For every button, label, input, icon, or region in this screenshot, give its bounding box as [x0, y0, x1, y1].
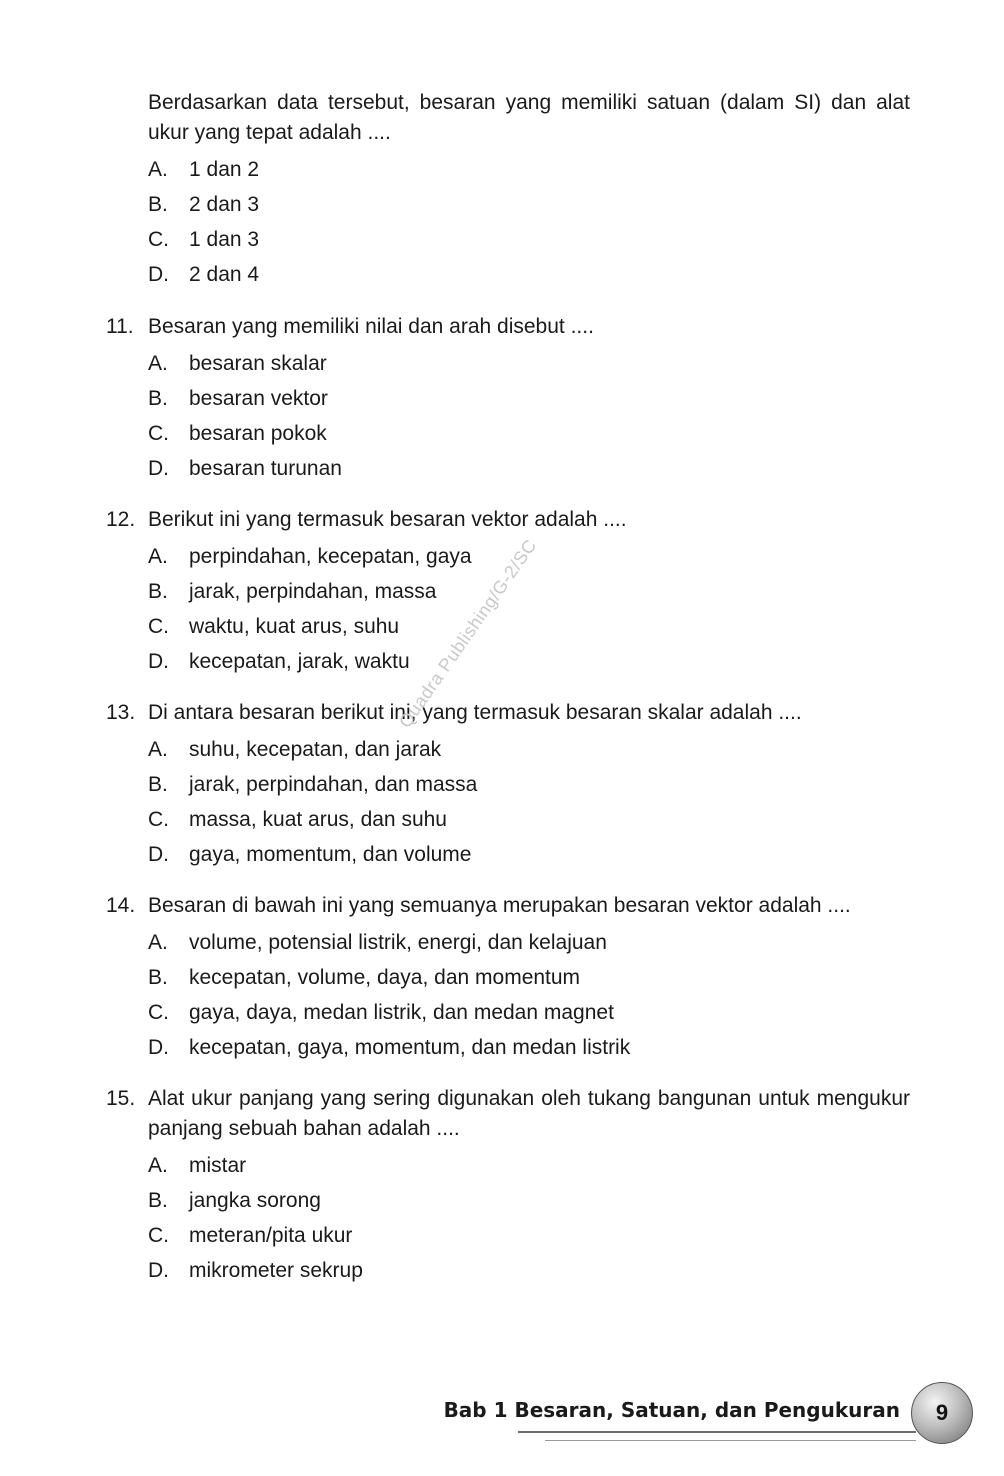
option-a	[148, 1148, 910, 1183]
option-letter: D.	[148, 843, 169, 866]
option-text: besaran vektor	[189, 387, 328, 410]
option-b	[148, 767, 910, 802]
option-letter: B.	[148, 773, 168, 796]
page-number-badge	[911, 1382, 973, 1444]
option-text: 1 dan 3	[189, 228, 260, 251]
question-13	[106, 698, 910, 872]
option-a	[148, 346, 910, 381]
option-c	[148, 995, 910, 1030]
option-text: 2 dan 3	[189, 193, 260, 216]
option-text: 2 dan 4	[189, 263, 260, 286]
question-14	[106, 891, 910, 1065]
option-letter: D.	[148, 1259, 169, 1282]
option-text: jarak, perpindahan, massa	[189, 580, 437, 603]
option-letter: B.	[148, 580, 168, 603]
option-letter: D.	[148, 263, 169, 286]
option-c	[148, 222, 910, 257]
question-number: 11.	[106, 315, 134, 338]
option-c	[148, 609, 910, 644]
option-text: waktu, kuat arus, suhu	[189, 615, 400, 638]
option-letter: A.	[148, 352, 168, 375]
question-stem: Berdasarkan data tersebut, besaran yang memiliki satuan (dalam SI) dan alat ukur yang tepat adalah ....	[148, 91, 910, 144]
option-text: gaya, daya, medan listrik, dan medan magnet	[189, 1001, 614, 1024]
question-11	[106, 312, 910, 486]
option-text: perpindahan, kecepatan, gaya	[189, 545, 472, 568]
chapter-title: Bab 1 Besaran, Satuan, dan Pengukuran	[443, 1398, 900, 1422]
option-letter: D.	[148, 650, 169, 673]
question-stem: Di antara besaran berikut ini, yang termasuk besaran skalar adalah ....	[148, 701, 802, 724]
option-text: jangka sorong	[189, 1189, 321, 1212]
option-letter: B.	[148, 966, 168, 989]
page-number: 9	[935, 1400, 949, 1425]
question-number: 15.	[106, 1087, 136, 1110]
option-b	[148, 1183, 910, 1218]
question-number: 12.	[106, 508, 136, 531]
question-stem: Besaran yang memiliki nilai dan arah disebut ....	[148, 315, 594, 338]
option-b	[148, 574, 910, 609]
option-a	[148, 732, 910, 767]
option-letter: A.	[148, 931, 168, 954]
option-text: jarak, perpindahan, dan massa	[189, 773, 478, 796]
option-c	[148, 416, 910, 451]
option-letter: A.	[148, 1154, 168, 1177]
option-text: besaran skalar	[189, 352, 327, 375]
option-text: mistar	[189, 1154, 247, 1177]
option-letter: C.	[148, 808, 169, 831]
option-letter: D.	[148, 457, 169, 480]
option-text: 1 dan 2	[189, 158, 260, 181]
option-a	[148, 925, 910, 960]
option-letter: C.	[148, 1001, 169, 1024]
option-text: besaran pokok	[189, 422, 327, 445]
option-d	[148, 837, 910, 872]
option-text: besaran turunan	[189, 457, 342, 480]
option-letter: C.	[148, 228, 169, 251]
option-letter: C.	[148, 615, 169, 638]
option-text: kecepatan, volume, daya, dan momentum	[189, 966, 581, 989]
question-10-continuation	[148, 88, 910, 292]
option-d	[148, 257, 910, 292]
watermark: Quadra Publishing/G-2/SC	[395, 535, 541, 732]
footer-rule	[518, 1431, 916, 1433]
question-stem: Besaran di bawah ini yang semuanya merupakan besaran vektor adalah ....	[148, 894, 851, 917]
option-text: kecepatan, jarak, waktu	[189, 650, 410, 673]
question-stem: Alat ukur panjang yang sering digunakan oleh tukang bangunan untuk mengukur panjang sebuah bahan adalah ....	[148, 1087, 910, 1140]
option-list	[148, 732, 910, 872]
option-text: mikrometer sekrup	[189, 1259, 363, 1282]
option-c	[148, 802, 910, 837]
option-d	[148, 644, 910, 679]
option-letter: B.	[148, 387, 168, 410]
option-letter: C.	[148, 1224, 169, 1247]
option-b	[148, 187, 910, 222]
question-number: 13.	[106, 701, 136, 724]
option-letter: D.	[148, 1036, 169, 1059]
question-stem: Berikut ini yang termasuk besaran vektor adalah ....	[148, 508, 627, 531]
question-15	[106, 1084, 910, 1288]
option-list	[148, 346, 910, 486]
option-d	[148, 1030, 910, 1065]
option-letter: A.	[148, 545, 168, 568]
option-letter: B.	[148, 193, 168, 216]
option-letter: A.	[148, 738, 168, 761]
option-d	[148, 451, 910, 486]
option-text: meteran/pita ukur	[189, 1224, 353, 1247]
option-text: massa, kuat arus, dan suhu	[189, 808, 447, 831]
option-text: volume, potensial listrik, energi, dan kelajuan	[189, 931, 607, 954]
option-a	[148, 152, 910, 187]
option-c	[148, 1218, 910, 1253]
option-b	[148, 381, 910, 416]
option-list	[148, 1148, 910, 1288]
option-text: gaya, momentum, dan volume	[189, 843, 472, 866]
option-list	[148, 925, 910, 1065]
option-letter: B.	[148, 1189, 168, 1212]
option-letter: C.	[148, 422, 169, 445]
footer-rule-secondary	[545, 1440, 916, 1441]
option-letter: A.	[148, 158, 168, 181]
question-number: 14.	[106, 894, 136, 917]
option-b	[148, 960, 910, 995]
option-text: kecepatan, gaya, momentum, dan medan listrik	[189, 1036, 631, 1059]
option-list	[148, 152, 910, 292]
option-text: suhu, kecepatan, dan jarak	[189, 738, 442, 761]
option-d	[148, 1253, 910, 1288]
